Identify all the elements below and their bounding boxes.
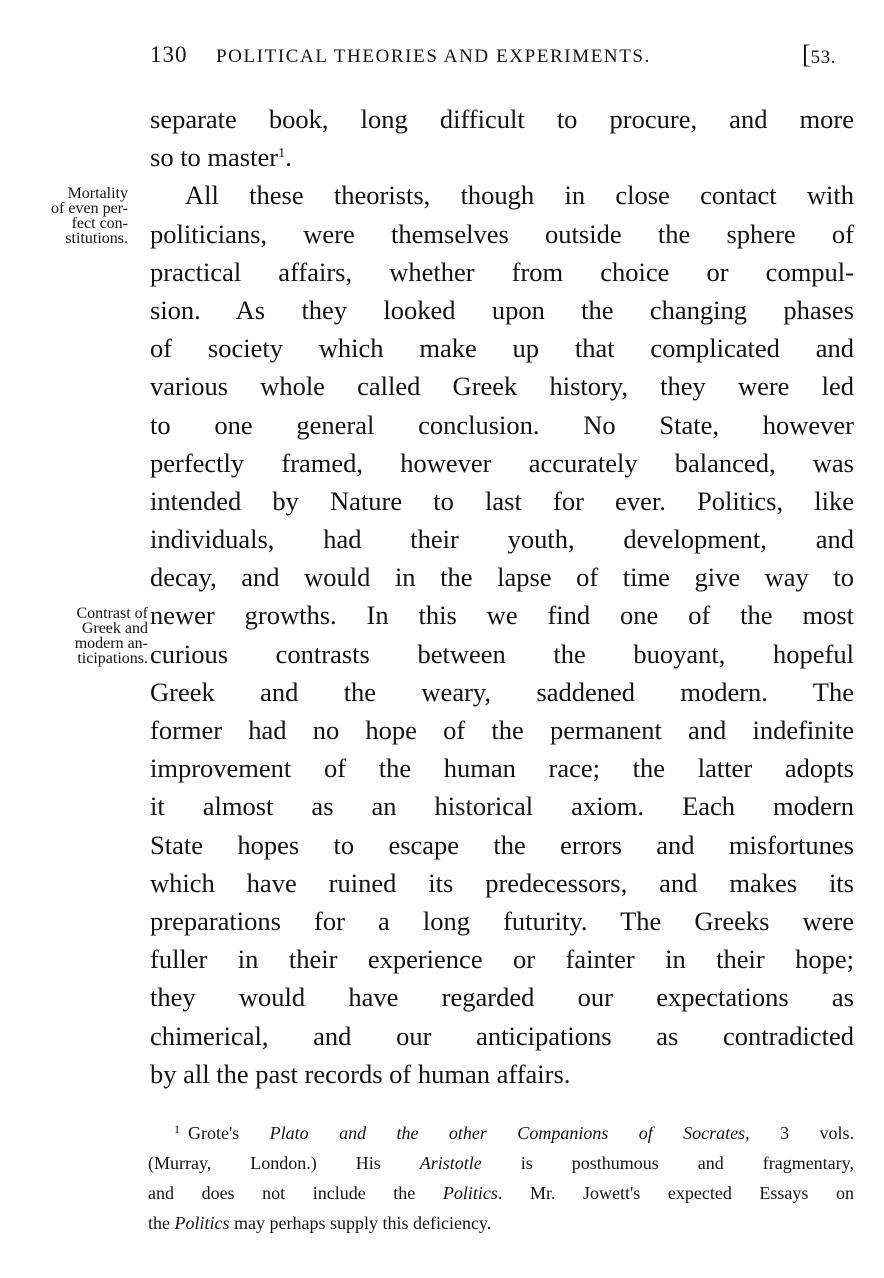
margin-note-line: Mortality bbox=[67, 185, 128, 202]
running-header bbox=[150, 42, 870, 82]
text-line-content: so to master bbox=[150, 142, 279, 173]
footnote-line bbox=[148, 1148, 854, 1178]
footnote-title: Aristotle bbox=[419, 1153, 482, 1173]
page-number: 130 bbox=[150, 42, 188, 67]
section-number: 53. bbox=[810, 47, 836, 68]
text-line: improvement of the human race; the latter adopts bbox=[150, 753, 854, 784]
margin-note-contrast bbox=[8, 606, 148, 666]
text-line: fuller in their experience or fainter in their hope; bbox=[150, 944, 854, 975]
text-line: of society which make up that complicated and bbox=[150, 333, 854, 364]
text-line: newer growths. In this we find one of the most bbox=[150, 600, 854, 631]
footnote-line bbox=[148, 1208, 854, 1238]
text-line: individuals, had their youth, development, and bbox=[150, 524, 854, 555]
text-line: separate book, long difficult to procure, and more bbox=[150, 104, 854, 134]
footnote-title: Politics bbox=[174, 1213, 230, 1233]
text-line: perfectly framed, however accurately balanced, was bbox=[150, 447, 854, 478]
section-marker bbox=[802, 40, 836, 70]
text-line: practical affairs, whether from choice or compul- bbox=[150, 256, 854, 287]
footnote-text: . Mr. Jowett's expected Essays on bbox=[497, 1183, 854, 1203]
margin-note-mortality bbox=[0, 186, 128, 246]
footnote-text: (Murray, London.) His bbox=[148, 1153, 420, 1173]
text-line: Greek and the weary, saddened modern. The bbox=[150, 676, 854, 707]
body-text bbox=[150, 100, 854, 1093]
footnote-title: Plato and the other Companions of Socrates bbox=[269, 1123, 746, 1143]
text-line: to one general conclusion. No State, however bbox=[150, 409, 854, 440]
footnote-title: Politics bbox=[442, 1183, 498, 1203]
margin-note-line: Greek and bbox=[81, 620, 148, 637]
text-line: politicians, were themselves outside the sphere of bbox=[150, 218, 854, 249]
text-line: chimerical, and our anticipations as contradicted bbox=[150, 1020, 854, 1051]
running-title: POLITICAL THEORIES AND EXPERIMENTS. bbox=[216, 46, 651, 67]
text-line: by all the past records of human affairs. bbox=[150, 1058, 571, 1089]
text-line: intended by Nature to last for ever. Politics, like bbox=[150, 485, 854, 516]
section-bracket: [ bbox=[802, 40, 811, 69]
text-line: State hopes to escape the errors and misfortunes bbox=[150, 829, 854, 860]
margin-note-line: of even per- bbox=[51, 200, 128, 217]
line-end-punctuation: . bbox=[285, 142, 292, 173]
margin-note-line: Contrast of bbox=[76, 605, 148, 622]
footnote-text: , 3 vols. bbox=[745, 1123, 854, 1143]
footnote-text: Grote's bbox=[188, 1123, 270, 1143]
footnote-reference: 1 bbox=[278, 146, 286, 162]
margin-note-line: fect con- bbox=[71, 215, 128, 232]
text-line: various whole called Greek history, they were led bbox=[150, 371, 854, 402]
footnote-marker: 1 bbox=[174, 1122, 180, 1136]
margin-note-line: modern an- bbox=[74, 635, 148, 652]
text-line: sion. As they looked upon the changing phases bbox=[150, 294, 854, 325]
paragraph-first-line: All these theorists, though in close contact with bbox=[185, 180, 854, 211]
text-line bbox=[150, 138, 854, 176]
text-line: it almost as an historical axiom. Each modern bbox=[150, 791, 854, 822]
text-line: which have ruined its predecessors, and makes its bbox=[150, 867, 854, 898]
footnote-text: is posthumous and fragmentary, bbox=[481, 1153, 854, 1173]
margin-note-line: stitutions. bbox=[65, 230, 128, 247]
text-line: they would have regarded our expectations as bbox=[150, 982, 854, 1013]
text-line: former had no hope of the permanent and indefinite bbox=[150, 715, 854, 745]
footnote-text: may perhaps supply this deficiency. bbox=[229, 1213, 492, 1233]
text-line: decay, and would in the lapse of time give way to bbox=[150, 562, 854, 593]
margin-note-line: ticipations. bbox=[77, 650, 148, 667]
text-line: curious contrasts between the buoyant, hopeful bbox=[150, 638, 854, 669]
footnote-text: and does not include the bbox=[148, 1183, 443, 1203]
text-line: preparations for a long futurity. The Greeks were bbox=[150, 905, 854, 936]
footnote-line bbox=[148, 1178, 854, 1208]
footnote bbox=[148, 1118, 854, 1238]
footnote-line bbox=[148, 1118, 854, 1148]
footnote-text: the bbox=[148, 1213, 175, 1233]
